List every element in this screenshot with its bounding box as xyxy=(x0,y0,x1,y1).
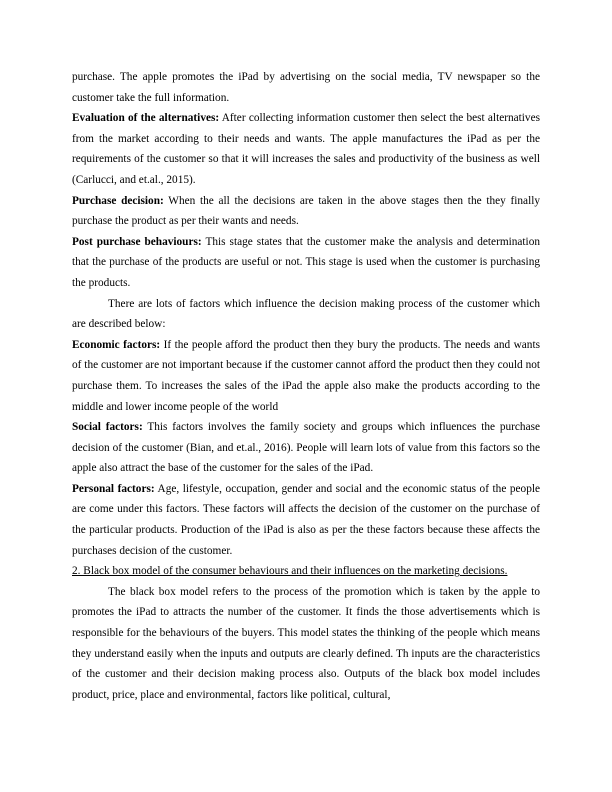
paragraph-purchase-decision xyxy=(72,191,540,232)
term-personal-factors: Personal factors: xyxy=(72,482,155,495)
section-heading-black-box: 2. Black box model of the consumer behaviours and their influences on the marketing decisions. xyxy=(72,565,508,578)
paragraph-black-box-model: The black box model refers to the process of the promotion which is taken by the apple to promotes the iPad to attracts the number of the customer. It finds the those advertisements which is responsible for the behaviours of the buyers. This model states the thinking of the people which means they understand easily when the inputs and outputs are clearly defined. Th inputs are the characteristics of the customer and their decision making process also. Outputs of the black box model includes product, price, place and environmental, factors like political, cultural, xyxy=(72,585,540,701)
term-economic-factors: Economic factors: xyxy=(72,338,161,351)
paragraph-purchase-promotion: purchase. The apple promotes the iPad by advertising on the social media, TV newspaper so the customer take the full information. xyxy=(72,71,540,104)
document-page xyxy=(72,67,540,705)
text-post-purchase: This stage states that the customer make the analysis and determination that the purchase of the products are useful or not. This stage is used when the customer is purchasing the products. xyxy=(72,235,540,289)
paragraph-economic-factors xyxy=(72,335,540,417)
term-evaluation-alternatives: Evaluation of the alternatives: xyxy=(72,112,220,125)
text-social-factors: This factors involves the family society and groups which influences the purchase decision of the customer (Bian, and et.al., 2016). People will learn lots of value from this factors so the apple also attract the base of the customer for the sales of the iPad. xyxy=(72,421,540,475)
paragraph-evaluation-alternatives xyxy=(72,108,540,190)
paragraph-personal-factors xyxy=(72,479,540,561)
text-personal-factors: Age, lifestyle, occupation, gender and social and the economic status of the people are come under this factors. These factors will affects the decision of the customer on the purchase of the particular products. Production of the iPad is also as per the these factors because these affects the purchases decision of the customer. xyxy=(72,482,541,557)
term-purchase-decision: Purchase decision: xyxy=(72,194,164,207)
text-evaluation-alternatives: After collecting information customer then select the best alternatives from the market according to their needs and wants. The apple manufactures the iPad as per the requirements of the customer so that it will increases the sales and productivity of the business as well (Carlucci, and et.al., 2015). xyxy=(72,112,540,186)
term-social-factors: Social factors: xyxy=(72,421,143,434)
paragraph-factors-intro: There are lots of factors which influence the decision making process of the customer which are described below: xyxy=(72,297,540,331)
paragraph-post-purchase xyxy=(72,232,540,294)
text-economic-factors: If the people afford the product then they bury the products. The needs and wants of the customer are not important because if the customer cannot afford the product then they could not purchase them. To increases the sales of the iPad the apple also make the products according to the middle and lower income people of the world xyxy=(72,338,540,413)
term-post-purchase: Post purchase behaviours: xyxy=(72,235,202,248)
paragraph-social-factors xyxy=(72,417,540,479)
text-purchase-decision: When the all the decisions are taken in the above stages then the they finally purchase the product as per their wants and needs. xyxy=(72,194,540,228)
